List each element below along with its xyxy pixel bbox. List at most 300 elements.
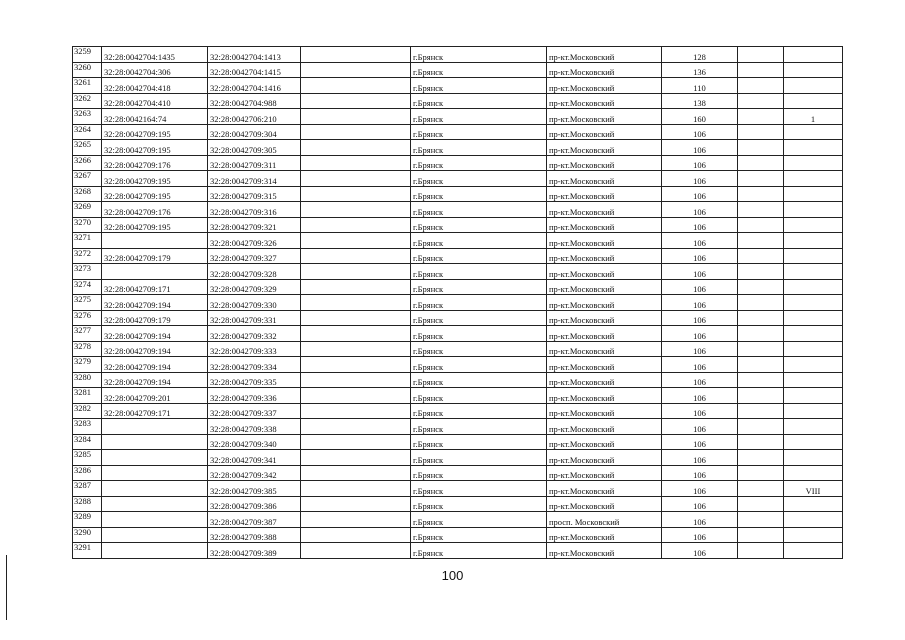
street-cell: пр-кт.Московский: [547, 140, 662, 156]
cadastral-number-old: [102, 465, 208, 481]
cadastral-number-old: 32:28:0042709:194: [102, 295, 208, 311]
cadastral-number-old: 32:28:0042704:1435: [102, 47, 208, 63]
street-cell: пр-кт.Московский: [547, 527, 662, 543]
page-number: 100: [441, 568, 464, 583]
house-number-cell: 106: [662, 295, 738, 311]
cadastral-number-new: 32:28:0042709:311: [208, 155, 301, 171]
street-cell: пр-кт.Московский: [547, 481, 662, 497]
empty-cell: [301, 186, 411, 202]
cadastral-number-old: 32:28:0042709:195: [102, 124, 208, 140]
city-cell: г.Брянск: [411, 496, 547, 512]
empty-cell: [301, 264, 411, 280]
street-cell: пр-кт.Московский: [547, 202, 662, 218]
house-number-cell: 106: [662, 465, 738, 481]
table-row: [73, 202, 843, 218]
cadastral-number-old: [102, 496, 208, 512]
cadastral-number-old: [102, 264, 208, 280]
empty-cell: [301, 450, 411, 466]
street-cell: пр-кт.Московский: [547, 233, 662, 249]
premises-number-cell: [784, 93, 843, 109]
row-number: 3279: [73, 357, 102, 373]
empty-cell: [738, 109, 784, 125]
house-number-cell: 106: [662, 512, 738, 528]
table-row: [73, 372, 843, 388]
cadastral-number-new: 32:28:0042706:210: [208, 109, 301, 125]
cadastral-number-new: 32:28:0042709:333: [208, 341, 301, 357]
row-number: 3281: [73, 388, 102, 404]
row-number: 3264: [73, 124, 102, 140]
table-row: [73, 403, 843, 419]
empty-cell: [301, 403, 411, 419]
city-cell: г.Брянск: [411, 78, 547, 94]
cadastral-number-old: 32:28:0042709:176: [102, 155, 208, 171]
premises-number-cell: [784, 434, 843, 450]
city-cell: г.Брянск: [411, 450, 547, 466]
street-cell: пр-кт.Московский: [547, 62, 662, 78]
street-cell: пр-кт.Московский: [547, 372, 662, 388]
table-row: [73, 388, 843, 404]
premises-number-cell: VIII: [784, 481, 843, 497]
row-number: 3284: [73, 434, 102, 450]
street-cell: пр-кт.Московский: [547, 496, 662, 512]
city-cell: г.Брянск: [411, 62, 547, 78]
premises-number-cell: [784, 202, 843, 218]
empty-cell: [301, 543, 411, 559]
cadastral-number-old: 32:28:0042709:195: [102, 171, 208, 187]
street-cell: пр-кт.Московский: [547, 450, 662, 466]
city-cell: г.Брянск: [411, 527, 547, 543]
cadastral-number-new: 32:28:0042709:335: [208, 372, 301, 388]
cadastral-number-new: 32:28:0042709:342: [208, 465, 301, 481]
cadastral-number-old: [102, 512, 208, 528]
empty-cell: [301, 496, 411, 512]
table-row: [73, 124, 843, 140]
empty-cell: [738, 434, 784, 450]
city-cell: г.Брянск: [411, 543, 547, 559]
city-cell: г.Брянск: [411, 295, 547, 311]
house-number-cell: 106: [662, 264, 738, 280]
house-number-cell: 106: [662, 279, 738, 295]
row-number: 3287: [73, 481, 102, 497]
row-number: 3283: [73, 419, 102, 435]
house-number-cell: 106: [662, 434, 738, 450]
cadastral-number-old: 32:28:0042709:179: [102, 310, 208, 326]
city-cell: г.Брянск: [411, 388, 547, 404]
house-number-cell: 106: [662, 527, 738, 543]
cadastral-number-new: 32:28:0042709:314: [208, 171, 301, 187]
premises-number-cell: [784, 357, 843, 373]
empty-cell: [301, 233, 411, 249]
street-cell: пр-кт.Московский: [547, 264, 662, 280]
empty-cell: [738, 217, 784, 233]
row-number: 3285: [73, 450, 102, 466]
empty-cell: [301, 341, 411, 357]
cadastral-number-new: 32:28:0042709:341: [208, 450, 301, 466]
table-row: [73, 155, 843, 171]
city-cell: г.Брянск: [411, 93, 547, 109]
cadastral-number-new: 32:28:0042709:385: [208, 481, 301, 497]
cadastral-number-old: 32:28:0042709:194: [102, 341, 208, 357]
premises-number-cell: [784, 124, 843, 140]
cadastral-number-new: 32:28:0042704:1413: [208, 47, 301, 63]
cadastral-number-old: [102, 527, 208, 543]
table-row: [73, 465, 843, 481]
street-cell: пр-кт.Московский: [547, 388, 662, 404]
house-number-cell: 106: [662, 124, 738, 140]
empty-cell: [301, 527, 411, 543]
house-number-cell: 106: [662, 496, 738, 512]
empty-cell: [301, 171, 411, 187]
cadastral-number-old: 32:28:0042709:171: [102, 279, 208, 295]
street-cell: пр-кт.Московский: [547, 109, 662, 125]
house-number-cell: 106: [662, 403, 738, 419]
table-row: [73, 78, 843, 94]
cadastral-number-new: 32:28:0042704:1415: [208, 62, 301, 78]
city-cell: г.Брянск: [411, 341, 547, 357]
row-number: 3274: [73, 279, 102, 295]
empty-cell: [301, 310, 411, 326]
row-number: 3261: [73, 78, 102, 94]
empty-cell: [301, 279, 411, 295]
cadastral-number-new: 32:28:0042709:326: [208, 233, 301, 249]
street-cell: пр-кт.Московский: [547, 171, 662, 187]
cadastral-number-new: 32:28:0042709:337: [208, 403, 301, 419]
row-number: 3290: [73, 527, 102, 543]
premises-number-cell: [784, 310, 843, 326]
row-number: 3272: [73, 248, 102, 264]
premises-number-cell: [784, 248, 843, 264]
premises-number-cell: [784, 264, 843, 280]
premises-number-cell: [784, 78, 843, 94]
street-cell: пр-кт.Московский: [547, 419, 662, 435]
empty-cell: [738, 310, 784, 326]
empty-cell: [738, 512, 784, 528]
empty-cell: [301, 295, 411, 311]
house-number-cell: 106: [662, 155, 738, 171]
empty-cell: [738, 527, 784, 543]
empty-cell: [738, 202, 784, 218]
table-row: [73, 186, 843, 202]
empty-cell: [301, 217, 411, 233]
city-cell: г.Брянск: [411, 434, 547, 450]
premises-number-cell: [784, 233, 843, 249]
table-row: [73, 109, 843, 125]
city-cell: г.Брянск: [411, 202, 547, 218]
city-cell: г.Брянск: [411, 186, 547, 202]
premises-number-cell: [784, 450, 843, 466]
cadastral-number-old: [102, 450, 208, 466]
house-number-cell: 106: [662, 372, 738, 388]
house-number-cell: 160: [662, 109, 738, 125]
street-cell: пр-кт.Московский: [547, 341, 662, 357]
empty-cell: [301, 326, 411, 342]
premises-number-cell: [784, 62, 843, 78]
empty-cell: [738, 481, 784, 497]
row-number: 3289: [73, 512, 102, 528]
row-number: 3291: [73, 543, 102, 559]
premises-number-cell: [784, 47, 843, 63]
cadastral-number-old: 32:28:0042709:179: [102, 248, 208, 264]
street-cell: пр-кт.Московский: [547, 124, 662, 140]
cadastral-number-new: 32:28:0042709:336: [208, 388, 301, 404]
empty-cell: [738, 388, 784, 404]
empty-cell: [301, 248, 411, 264]
empty-cell: [301, 47, 411, 63]
cadastral-number-old: [102, 419, 208, 435]
city-cell: г.Брянск: [411, 419, 547, 435]
cadastral-number-old: 32:28:0042164:74: [102, 109, 208, 125]
house-number-cell: 106: [662, 326, 738, 342]
street-cell: пр-кт.Московский: [547, 93, 662, 109]
house-number-cell: 106: [662, 419, 738, 435]
row-number: 3288: [73, 496, 102, 512]
empty-cell: [301, 93, 411, 109]
city-cell: г.Брянск: [411, 248, 547, 264]
premises-number-cell: [784, 496, 843, 512]
table-row: [73, 47, 843, 63]
street-cell: пр-кт.Московский: [547, 248, 662, 264]
row-number: 3286: [73, 465, 102, 481]
premises-number-cell: [784, 388, 843, 404]
cadastral-number-old: 32:28:0042709:171: [102, 403, 208, 419]
city-cell: г.Брянск: [411, 140, 547, 156]
premises-number-cell: [784, 419, 843, 435]
empty-cell: [301, 124, 411, 140]
row-number: 3263: [73, 109, 102, 125]
empty-cell: [738, 403, 784, 419]
empty-cell: [738, 47, 784, 63]
city-cell: г.Брянск: [411, 326, 547, 342]
empty-cell: [301, 434, 411, 450]
table-row: [73, 543, 843, 559]
city-cell: г.Брянск: [411, 171, 547, 187]
city-cell: г.Брянск: [411, 155, 547, 171]
empty-cell: [738, 140, 784, 156]
premises-number-cell: [784, 217, 843, 233]
house-number-cell: 106: [662, 217, 738, 233]
cadastral-number-new: 32:28:0042709:321: [208, 217, 301, 233]
row-number: 3275: [73, 295, 102, 311]
cadastral-number-new: 32:28:0042709:387: [208, 512, 301, 528]
city-cell: г.Брянск: [411, 279, 547, 295]
row-number: 3268: [73, 186, 102, 202]
cadastral-number-new: 32:28:0042704:1416: [208, 78, 301, 94]
cadastral-number-old: [102, 481, 208, 497]
cadastral-number-new: 32:28:0042709:305: [208, 140, 301, 156]
house-number-cell: 136: [662, 62, 738, 78]
cadastral-number-new: 32:28:0042709:340: [208, 434, 301, 450]
house-number-cell: 106: [662, 140, 738, 156]
table-row: [73, 140, 843, 156]
table-row: [73, 248, 843, 264]
row-number: 3273: [73, 264, 102, 280]
cadastral-number-old: 32:28:0042709:194: [102, 326, 208, 342]
cadastral-number-old: 32:28:0042709:176: [102, 202, 208, 218]
scan-edge-line: [6, 555, 7, 620]
cadastral-number-new: 32:28:0042709:388: [208, 527, 301, 543]
empty-cell: [301, 78, 411, 94]
empty-cell: [738, 543, 784, 559]
cadastral-number-old: 32:28:0042704:418: [102, 78, 208, 94]
premises-number-cell: [784, 186, 843, 202]
empty-cell: [738, 171, 784, 187]
empty-cell: [301, 481, 411, 497]
row-number: 3271: [73, 233, 102, 249]
city-cell: г.Брянск: [411, 124, 547, 140]
street-cell: пр-кт.Московский: [547, 310, 662, 326]
house-number-cell: 106: [662, 481, 738, 497]
street-cell: пр-кт.Московский: [547, 47, 662, 63]
premises-number-cell: [784, 372, 843, 388]
street-cell: пр-кт.Московский: [547, 279, 662, 295]
cadastral-number-new: 32:28:0042709:316: [208, 202, 301, 218]
empty-cell: [738, 248, 784, 264]
row-number: 3280: [73, 372, 102, 388]
table-row: [73, 295, 843, 311]
cadastral-number-new: 32:28:0042709:328: [208, 264, 301, 280]
house-number-cell: 138: [662, 93, 738, 109]
premises-number-cell: [784, 465, 843, 481]
table-row: [73, 512, 843, 528]
table-row: [73, 171, 843, 187]
street-cell: пр-кт.Московский: [547, 326, 662, 342]
premises-number-cell: [784, 403, 843, 419]
city-cell: г.Брянск: [411, 372, 547, 388]
house-number-cell: 106: [662, 388, 738, 404]
empty-cell: [738, 465, 784, 481]
registry-table: [72, 46, 843, 559]
table-row: [73, 310, 843, 326]
empty-cell: [738, 496, 784, 512]
premises-number-cell: [784, 326, 843, 342]
table-row: [73, 233, 843, 249]
cadastral-number-old: 32:28:0042709:194: [102, 357, 208, 373]
city-cell: г.Брянск: [411, 357, 547, 373]
empty-cell: [738, 372, 784, 388]
house-number-cell: 106: [662, 202, 738, 218]
empty-cell: [738, 279, 784, 295]
empty-cell: [738, 419, 784, 435]
empty-cell: [301, 419, 411, 435]
row-number: 3278: [73, 341, 102, 357]
city-cell: г.Брянск: [411, 109, 547, 125]
empty-cell: [301, 155, 411, 171]
premises-number-cell: [784, 543, 843, 559]
cadastral-number-new: 32:28:0042709:332: [208, 326, 301, 342]
street-cell: пр-кт.Московский: [547, 403, 662, 419]
city-cell: г.Брянск: [411, 217, 547, 233]
empty-cell: [301, 62, 411, 78]
cadastral-number-old: [102, 233, 208, 249]
street-cell: просп. Московский: [547, 512, 662, 528]
house-number-cell: 106: [662, 450, 738, 466]
cadastral-number-new: 32:28:0042709:331: [208, 310, 301, 326]
table-row: [73, 93, 843, 109]
city-cell: г.Брянск: [411, 512, 547, 528]
table-row: [73, 496, 843, 512]
table-row: [73, 217, 843, 233]
cadastral-number-old: 32:28:0042709:201: [102, 388, 208, 404]
row-number: 3269: [73, 202, 102, 218]
city-cell: г.Брянск: [411, 264, 547, 280]
table-row: [73, 264, 843, 280]
street-cell: пр-кт.Московский: [547, 434, 662, 450]
empty-cell: [301, 202, 411, 218]
street-cell: пр-кт.Московский: [547, 155, 662, 171]
empty-cell: [738, 357, 784, 373]
table-row: [73, 434, 843, 450]
house-number-cell: 106: [662, 248, 738, 264]
premises-number-cell: [784, 295, 843, 311]
row-number: 3265: [73, 140, 102, 156]
empty-cell: [738, 264, 784, 280]
row-number: 3259: [73, 47, 102, 63]
empty-cell: [738, 124, 784, 140]
city-cell: г.Брянск: [411, 403, 547, 419]
city-cell: г.Брянск: [411, 310, 547, 326]
row-number: 3277: [73, 326, 102, 342]
empty-cell: [738, 295, 784, 311]
empty-cell: [738, 155, 784, 171]
cadastral-number-new: 32:28:0042709:386: [208, 496, 301, 512]
street-cell: пр-кт.Московский: [547, 465, 662, 481]
empty-cell: [301, 388, 411, 404]
cadastral-number-new: 32:28:0042709:389: [208, 543, 301, 559]
table-row: [73, 62, 843, 78]
table-row: [73, 341, 843, 357]
street-cell: пр-кт.Московский: [547, 78, 662, 94]
empty-cell: [301, 357, 411, 373]
cadastral-number-new: 32:28:0042709:329: [208, 279, 301, 295]
city-cell: г.Брянск: [411, 481, 547, 497]
cadastral-number-old: 32:28:0042709:194: [102, 372, 208, 388]
premises-number-cell: [784, 171, 843, 187]
city-cell: г.Брянск: [411, 47, 547, 63]
house-number-cell: 106: [662, 543, 738, 559]
row-number: 3282: [73, 403, 102, 419]
premises-number-cell: [784, 279, 843, 295]
premises-number-cell: [784, 140, 843, 156]
cadastral-number-old: 32:28:0042709:195: [102, 186, 208, 202]
house-number-cell: 106: [662, 171, 738, 187]
cadastral-number-new: 32:28:0042709:338: [208, 419, 301, 435]
house-number-cell: 106: [662, 341, 738, 357]
empty-cell: [738, 450, 784, 466]
city-cell: г.Брянск: [411, 233, 547, 249]
city-cell: г.Брянск: [411, 465, 547, 481]
house-number-cell: 106: [662, 357, 738, 373]
table-row: [73, 450, 843, 466]
street-cell: пр-кт.Московский: [547, 357, 662, 373]
row-number: 3260: [73, 62, 102, 78]
row-number: 3270: [73, 217, 102, 233]
house-number-cell: 106: [662, 233, 738, 249]
table-row: [73, 419, 843, 435]
empty-cell: [738, 233, 784, 249]
empty-cell: [301, 109, 411, 125]
table-row: [73, 357, 843, 373]
house-number-cell: 106: [662, 310, 738, 326]
empty-cell: [738, 326, 784, 342]
row-number: 3262: [73, 93, 102, 109]
empty-cell: [301, 512, 411, 528]
premises-number-cell: [784, 341, 843, 357]
empty-cell: [738, 62, 784, 78]
cadastral-number-old: 32:28:0042709:195: [102, 140, 208, 156]
cadastral-number-new: 32:28:0042709:315: [208, 186, 301, 202]
cadastral-number-new: 32:28:0042709:327: [208, 248, 301, 264]
empty-cell: [738, 341, 784, 357]
